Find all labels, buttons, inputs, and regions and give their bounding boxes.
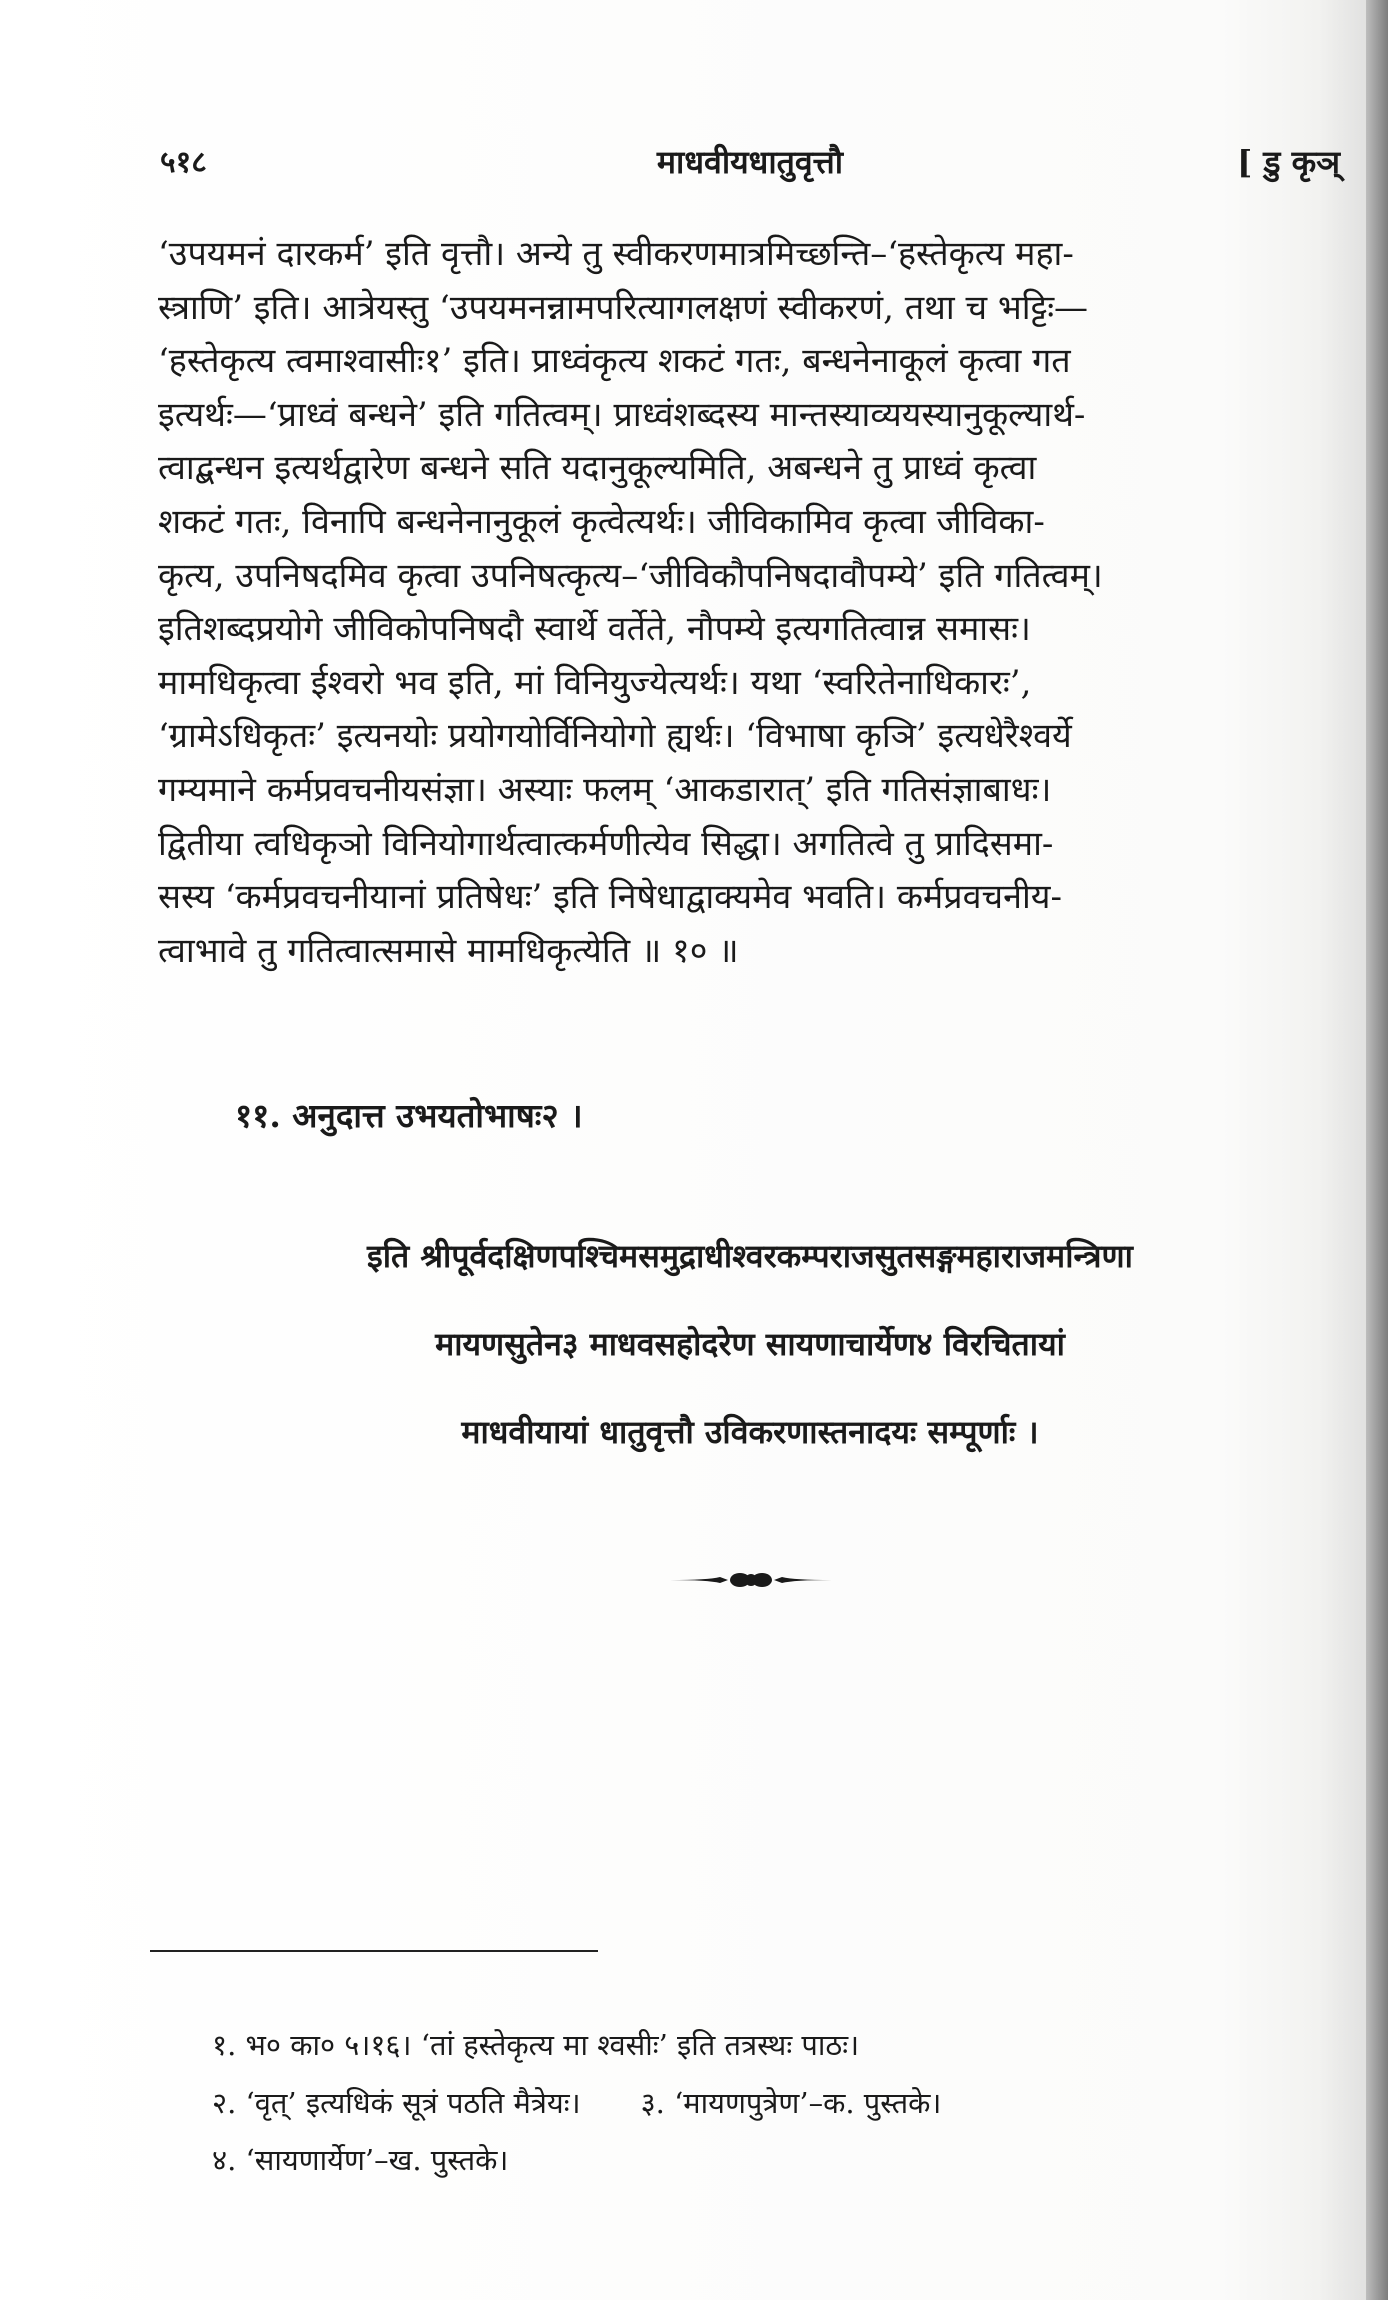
colophon-line: माधवीयायां धातुवृत्तौ उविकरणास्तनादयः सम्पूर्णाः । [461,1413,1039,1451]
sutra-heading: ११. अनुदात्त उभयतोभाषः२ । [235,1096,583,1135]
text-line: द्वितीया त्वधिकृञो विनियोगार्थत्वात्कर्मणीत्येव सिद्धा। अगतित्वे तु प्रादिसमा- [158,823,1054,864]
text-line: ‘ग्रामेऽधिकृतः’ इत्यनयोः प्रयोगयोर्विनियोगो ह्यर्थः। ‘विभाषा कृञि’ इत्यधेरैश्वर्ये [158,716,1072,757]
text-line: इतिशब्दप्रयोगे जीविकोपनिषदौ स्वार्थे वर्तेते, नौपम्ये इत्यगतित्वान्न समासः। [158,609,1031,650]
footnote-line-2 [212,2083,1332,2122]
ornament-divider-icon [668,1568,834,1592]
text-line: ‘हस्तेकृत्य त्वमाश्वासीः१’ इति। प्राध्वंकृत्य शकटं गतः, बन्धनेनाकूलं कृत्वा गत [158,341,1071,382]
text-line: ‘उपयमनं दारकर्म’ इति वृत्तौ। अन्ये तु स्वीकरणमात्रमिच्छन्ति–‘हस्तेकृत्य महा- [158,234,1074,274]
text-line: गम्यमाने कर्मप्रवचनीयसंज्ञा। अस्याः फलम् ‘आकडारात्’ इति गतिसंज्ञाबाधः। [158,769,1052,810]
text-line: सस्य ‘कर्मप्रवचनीयानां प्रतिषेधः’ इति निषेधाद्वाक्यमेव भवति। कर्मप्रवचनीय- [158,877,1062,918]
footnote-rule [150,1950,598,1952]
text-line: शकटं गतः, विनापि बन्धनेनानुकूलं कृत्वेत्यर्थः। जीविकामिव कृत्वा जीविका- [158,501,1045,542]
footnote-3: ३. ‘मायणपुत्रेण’–क. पुस्तके। [640,2086,942,2120]
text-line: मामधिकृत्वा ईश्वरो भव इति, मां विनियुज्येत्यर्थः। यथा ‘स्वरितेनाधिकारः’, [158,662,1032,703]
footnote-1: १. भ० का० ५।१६। ‘तां हस्तेकृत्य मा श्वसीः’ इति तत्रस्थः पाठः। [212,2028,860,2062]
footnote-2: २. ‘वृत्’ इत्यधिकं सूत्रं पठति मैत्रेयः। [212,2086,581,2120]
colophon-line: इति श्रीपूर्वदक्षिणपश्चिमसमुद्राधीश्वरकम्पराजसुतसङ्गमहाराजमन्त्रिणा [367,1237,1133,1275]
header-root-marker: [ डु कृञ् [1237,143,1340,181]
text-line: इत्यर्थः—‘प्राध्वं बन्धने’ इति गतित्वम्। प्राध्वंशब्दस्य मान्तस्याव्ययस्यानुकूल्यार्थ- [158,394,1086,435]
page-number: ५१८ [160,145,207,180]
page-edge-shadow [1366,0,1388,2300]
colophon [160,1212,1340,1476]
text-line: कृत्य, उपनिषदमिव कृत्वा उपनिषत्कृत्य–‘जीविकौपनिषदावौपम्ये’ इति गतित्वम्। [158,555,1103,596]
colophon-line: मायणसुतेन३ माधवसहोदरेण सायणाचार्येण४ विरचितायां [435,1325,1065,1363]
running-header [160,140,1340,190]
footnote-4: ४. ‘सायणार्येण’–ख. पुस्तके। [212,2143,509,2177]
text-line: स्त्राणि’ इति। आत्रेयस्तु ‘उपयमनन्नामपरित्यागलक्षणं स्वीकरणं, तथा च भट्टिः— [158,287,1089,328]
header-title: माधवीयधातुवृत्तौ [656,143,844,181]
main-text [158,228,1338,978]
text-line: त्वाभावे तु गतित्वात्समासे मामधिकृत्येति ॥ १० ॥ [158,930,739,971]
text-line: त्वाद्बन्धन इत्यर्थद्वारेण बन्धने सति यदानुकूल्यमिति, अबन्धने तु प्राध्वं कृत्वा [158,448,1037,489]
